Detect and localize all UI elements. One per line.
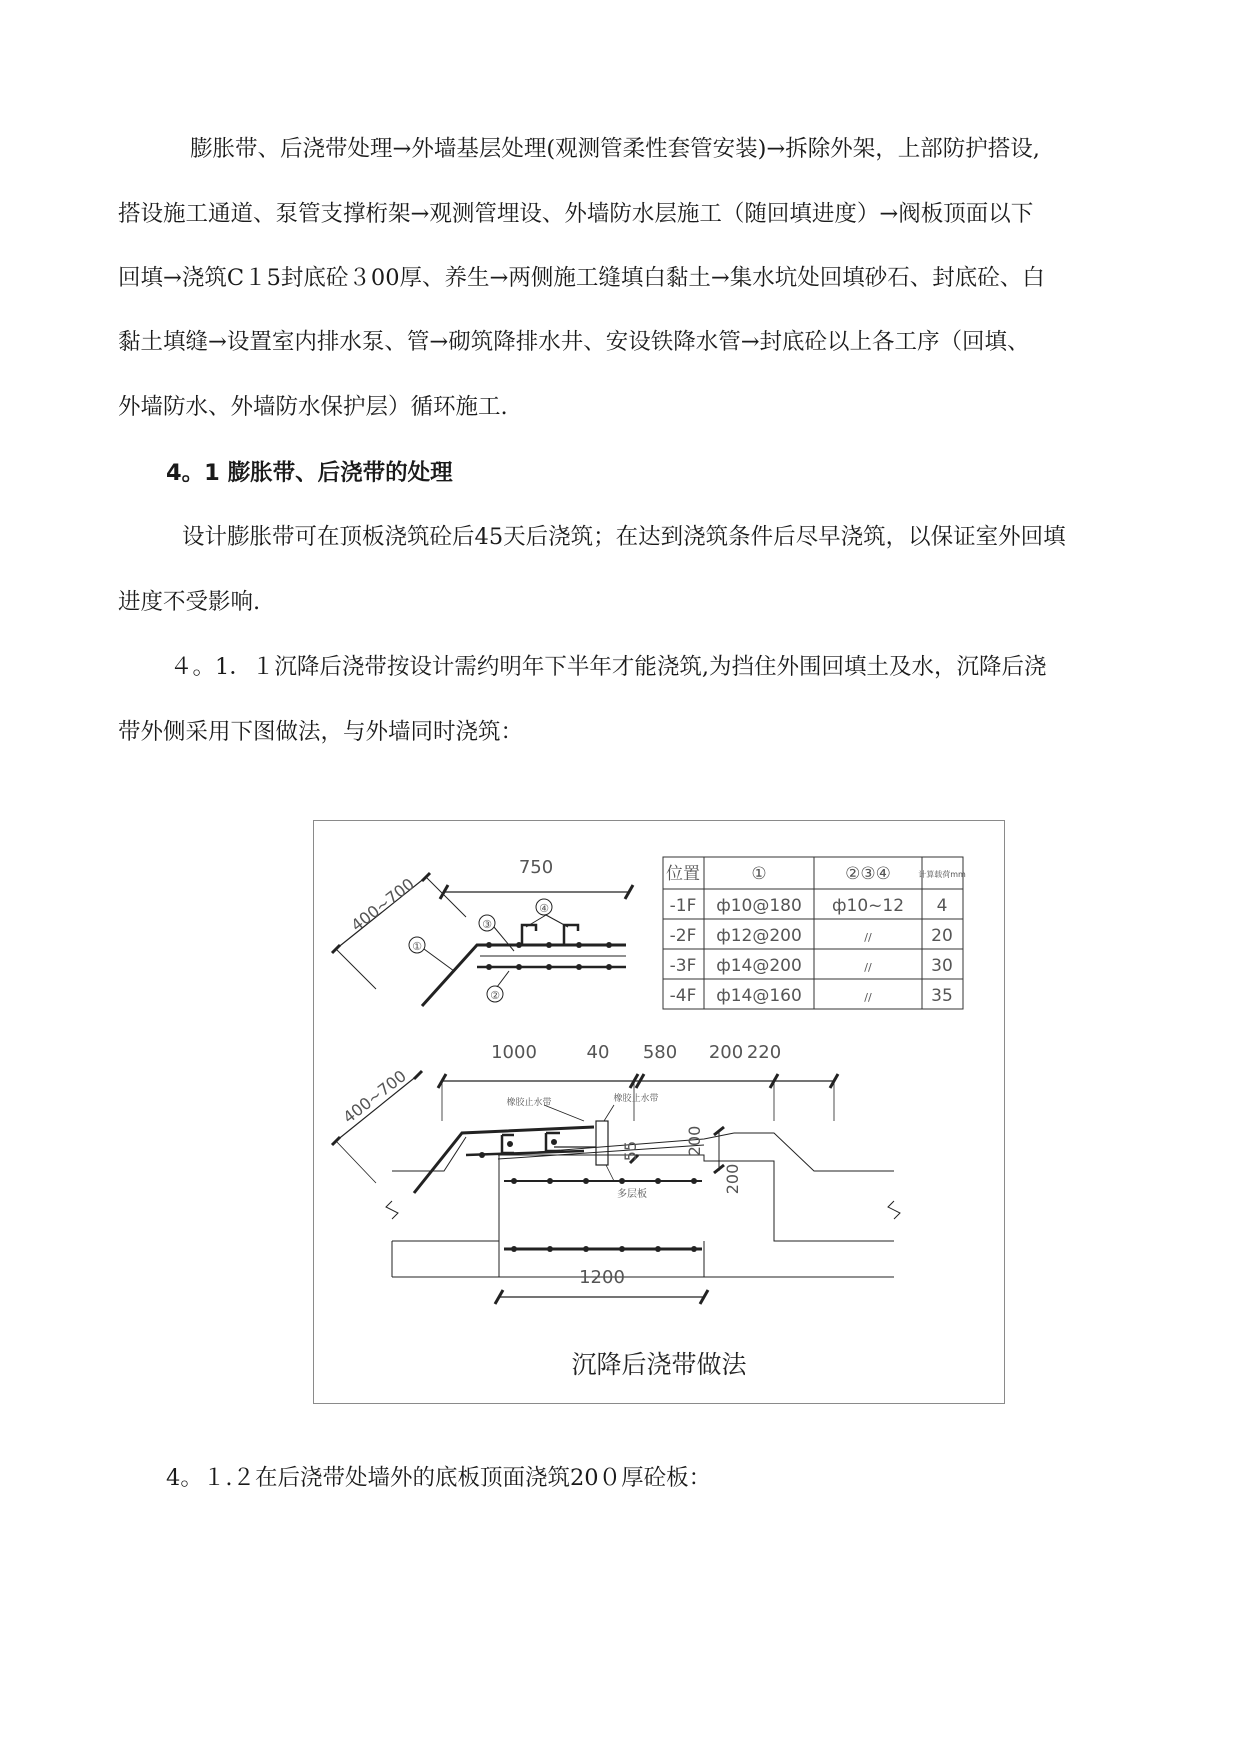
settlement-joint-drawing xyxy=(314,821,1004,1403)
dim-400-700-top: 400~700 xyxy=(347,874,418,936)
dim-55: 55 xyxy=(621,1140,640,1162)
table-row-3-rebar-1: ф14@200 xyxy=(716,956,802,976)
dim-220: 220 xyxy=(746,1042,782,1063)
section-4-1-1-line-2: 带外侧采用下图做法，与外墙同时浇筑： xyxy=(118,719,524,745)
dim-1200: 1200 xyxy=(579,1267,625,1288)
waterstop-label-right: 橡胶止水带 xyxy=(613,1094,659,1104)
table-row-2-position: -2F xyxy=(669,926,697,946)
dim-580: 580 xyxy=(642,1042,678,1063)
paragraph-line-3: 回填→浇筑C１5封底砼３00厚、养生→两侧施工缝填白黏土→集水坑处回填砂石、封底砼、白 xyxy=(118,265,1045,291)
section-4-1-1-line-1: ４。1．１沉降后浇带按设计需约明年下半年才能浇筑,为挡住外围回填土及水，沉降后浇 xyxy=(170,654,1047,680)
paragraph-line-4: 黏土填缝→设置室内排水泵、管→砌筑降排水井、安设铁降水管→封底砼以上各工序（回填、 xyxy=(118,329,1030,355)
table-row-4-position: -4F xyxy=(669,986,697,1006)
table-row-4-rebar-234: // xyxy=(864,991,872,1004)
paragraph-line-2: 搭设施工通道、泵管支撑桁架→观测管埋设、外墙防水层施工（随回填进度）→阀板顶面以下 xyxy=(118,201,1034,227)
plywood-label: 多层板 xyxy=(617,1189,647,1200)
settlement-joint-figure xyxy=(313,820,1005,1404)
table-row-1-position: -1F xyxy=(669,896,697,916)
table-header-rebar-234: ②③④ xyxy=(845,864,891,884)
section-4-1-line-1: 设计膨胀带可在顶板浇筑砼后45天后浇筑；在达到浇筑条件后尽早浇筑，以保证室外回填 xyxy=(182,524,1066,550)
dim-400-700-bottom: 400~700 xyxy=(339,1066,410,1128)
section-4-1-line-2: 进度不受影响. xyxy=(118,589,261,615)
table-row-2-rebar-1: ф12@200 xyxy=(716,926,802,946)
dim-200-vertical: 200 xyxy=(685,1125,704,1157)
marker-1: ① xyxy=(412,940,422,953)
table-row-4-load: 35 xyxy=(931,986,953,1006)
marker-3: ③ xyxy=(482,918,492,931)
dim-40: 40 xyxy=(586,1042,610,1063)
waterstop-label-left: 橡胶止水带 xyxy=(506,1098,552,1108)
table-row-3-position: -3F xyxy=(669,956,697,976)
marker-4: ④ xyxy=(539,902,549,915)
table-row-3-rebar-234: // xyxy=(864,961,872,974)
table-header-load: 计算载荷mm xyxy=(918,870,966,879)
table-row-2-rebar-234: // xyxy=(864,931,872,944)
table-row-2-load: 20 xyxy=(931,926,953,946)
table-row-4-rebar-1: ф14@160 xyxy=(716,986,802,1006)
table-header-position: 位置 xyxy=(666,864,700,884)
section-heading-4-1: 4。1 膨胀带、后浇带的处理 xyxy=(166,460,453,486)
table-row-1-rebar-234: ф10~12 xyxy=(831,896,905,916)
section-4-1-2-line: 4。１.２在后浇带处墙外的底板顶面浇筑20０厚砼板： xyxy=(166,1465,712,1491)
dim-750: 750 xyxy=(518,857,554,878)
figure-caption: 沉降后浇带做法 xyxy=(571,1350,747,1379)
dim-1000: 1000 xyxy=(491,1042,537,1063)
dim-200-side: 200 xyxy=(723,1163,742,1195)
dim-200: 200 xyxy=(708,1042,744,1063)
paragraph-line-5: 外墙防水、外墙防水保护层）循环施工. xyxy=(118,394,508,420)
table-row-3-load: 30 xyxy=(931,956,953,976)
table-header-rebar-1: ① xyxy=(751,864,767,884)
table-row-1-rebar-1: ф10@180 xyxy=(716,896,802,916)
marker-2: ② xyxy=(490,989,500,1002)
paragraph-line-1: 膨胀带、后浇带处理→外墙基层处理(观测管柔性套管安装)→拆除外架，上部防护搭设, xyxy=(190,136,1040,162)
table-row-1-load: 4 xyxy=(936,896,948,916)
